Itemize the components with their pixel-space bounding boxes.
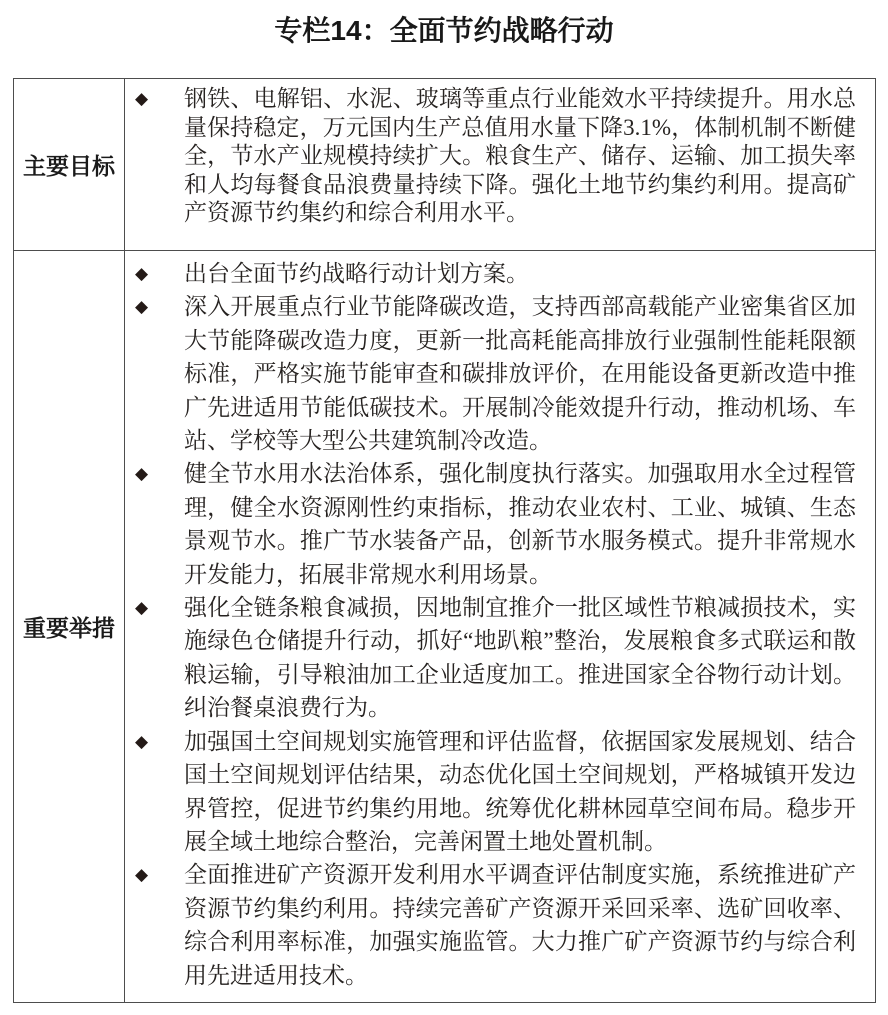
row-label-text: 主要目标: [23, 153, 115, 179]
item-text: 加强国土空间规划实施管理和评估监督，依据国家发展规划、结合国土空间规划评估结果，动态优化国土空间规划，严格城镇开发边界管控，促进节约集约用地。统筹优化耕林园草空间布局。稳步开展全域土地综合整治，完善闲置土地处置机制。: [184, 728, 856, 854]
bullet-diamond-icon: ◆: [135, 89, 149, 108]
row-label-key-measures: [14, 251, 125, 1002]
list-item: [125, 858, 875, 992]
bullet-diamond-icon: ◆: [135, 598, 149, 618]
bullet-diamond-icon: ◆: [135, 464, 149, 484]
row-label-main-goals: [14, 79, 125, 250]
strategy-table: [13, 78, 876, 1003]
list-item: [125, 257, 875, 290]
row-label-text: 重要举措: [23, 615, 115, 641]
item-text: 深入开展重点行业节能降碳改造，支持西部高载能产业密集省区加大节能降碳改造力度，更新一批高耗能高排放行业强制性能耗限额标准，严格实施节能审查和碳排放评价，在用能设备更新改造中推广先进适用节能低碳技术。开展制冷能效提升行动，推动机场、车站、学校等大型公共建筑制冷改造。: [184, 294, 856, 454]
list-item: [125, 591, 875, 725]
row-content-key-measures: [125, 251, 875, 1002]
page-title: 专栏14：全面节约战略行动: [274, 15, 614, 46]
item-text: 出台全面节约战略行动计划方案。: [184, 261, 529, 286]
item-text: 强化全链条粮食减损，因地制宜推介一批区域性节粮减损技术，实施绿色仓储提升行动，抓好“地趴粮”整治，发展粮食多式联运和散粮运输，引导粮油加工企业适度加工。推进国家全谷物行动计划。纠治餐桌浪费行为。: [184, 595, 856, 721]
table-row-key-measures: [14, 250, 875, 1002]
bullet-diamond-icon: ◆: [135, 731, 149, 751]
table-row-main-goals: [14, 79, 875, 250]
item-text: 钢铁、电解铝、水泥、玻璃等重点行业能效水平持续提升。用水总量保持稳定，万元国内生产总值用水量下降3.1%，体制机制不断健全，节水产业规模持续扩大。粮食生产、储存、运输、加工损失率和人均每餐食品浪费量持续下降。强化土地节约集约利用。提高矿产资源节约集约和综合利用水平。: [184, 86, 856, 225]
bullet-diamond-icon: ◆: [135, 865, 149, 885]
list-item: [125, 290, 875, 457]
item-text: 全面推进矿产资源开发利用水平调查评估制度实施，系统推进矿产资源节约集约利用。持续完善矿产资源开采回采率、选矿回收率、综合利用率标准，加强实施监管。大力推广矿产资源节约与综合利用先进适用技术。: [184, 862, 856, 988]
list-item: [125, 725, 875, 859]
bullet-diamond-icon: ◆: [135, 264, 149, 283]
list-item: [125, 457, 875, 591]
bullet-diamond-icon: ◆: [135, 297, 149, 317]
row-content-main-goals: [125, 79, 875, 250]
item-text: 健全节水用水法治体系，强化制度执行落实。加强取用水全过程管理，健全水资源刚性约束指标，推动农业农村、工业、城镇、生态景观节水。推广节水装备产品，创新节水服务模式。提升非常规水开发能力，拓展非常规水利用场景。: [184, 461, 856, 587]
list-item: [125, 85, 875, 228]
